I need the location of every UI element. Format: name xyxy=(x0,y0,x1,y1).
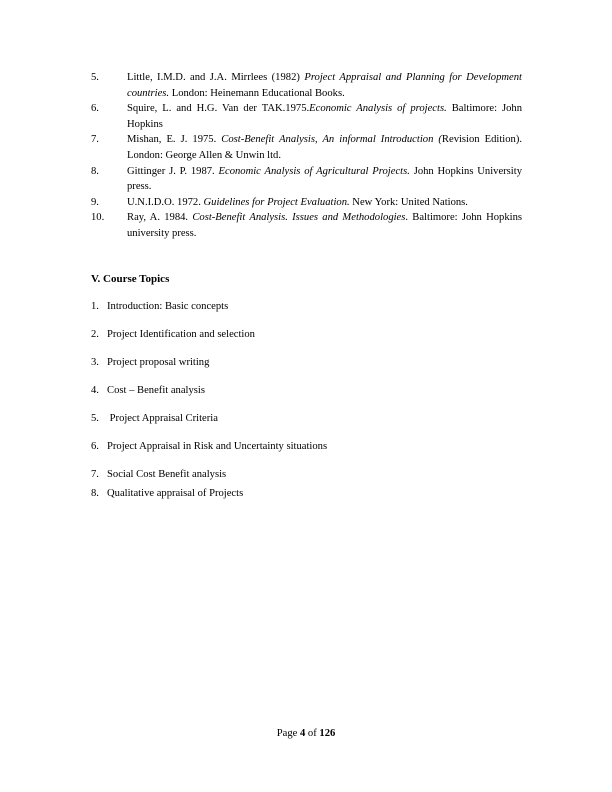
topic-number: 8. xyxy=(91,488,99,499)
topic-item xyxy=(91,413,218,424)
reference-number: 7. xyxy=(91,134,99,146)
topic-item xyxy=(91,441,327,452)
page-footer xyxy=(0,728,612,739)
reference-number: 9. xyxy=(91,196,99,208)
reference-number: 10. xyxy=(91,212,105,224)
page-of-label: of xyxy=(305,728,320,739)
total-page-count: 126 xyxy=(319,728,336,739)
topic-label: Project Identification and selection xyxy=(107,329,255,340)
reference-item xyxy=(91,101,522,132)
reference-item xyxy=(91,132,522,163)
reference-item xyxy=(91,195,522,211)
reference-text: Ray, A. 1984. Cost-Benefit Analysis. Issues and Methodologies. Baltimore: John Hopkins university press. xyxy=(127,212,523,239)
reference-text: Squire, L. and H.G. Van der TAK.1975.Economic Analysis of projects. Baltimore: John Hopkins xyxy=(127,103,522,130)
topic-item xyxy=(91,385,205,396)
topic-label: Project Appraisal in Risk and Uncertainty situations xyxy=(107,441,328,452)
reference-number: 5. xyxy=(91,72,99,83)
topic-item xyxy=(91,357,209,368)
reference-text: U.N.I.D.O. 1972. Guidelines for Project Evaluation. New York: United Nations. xyxy=(127,196,468,208)
reference-number: 8. xyxy=(91,165,99,177)
topic-number: 5. xyxy=(91,413,99,424)
topic-number: 1. xyxy=(91,301,99,312)
reference-item xyxy=(91,70,522,101)
topic-label: Qualitative appraisal of Projects xyxy=(107,488,244,499)
reference-text: Little, I.M.D. and J.A. Mirrlees (1982) Project Appraisal and Planning for Development countries. London: Heinemann Educational Books. xyxy=(127,72,522,99)
topic-number: 4. xyxy=(91,385,99,396)
topic-label: Introduction: Basic concepts xyxy=(107,301,229,312)
reference-text: Gittinger J. P. 1987. Economic Analysis of Agricultural Projects. John Hopkins University press. xyxy=(127,165,522,193)
topic-label: Project Appraisal Criteria xyxy=(107,413,218,424)
reference-item xyxy=(91,164,522,195)
topic-item xyxy=(91,469,226,480)
topic-label: Cost – Benefit analysis xyxy=(107,385,205,396)
topic-label: Social Cost Benefit analysis xyxy=(107,469,227,480)
current-page-number: 4 xyxy=(299,728,306,739)
topic-number: 7. xyxy=(91,469,99,480)
page-label: Page xyxy=(276,728,300,739)
reference-list xyxy=(91,70,522,242)
section-heading: V. Course Topics xyxy=(91,273,170,285)
topic-number: 3. xyxy=(91,357,99,368)
topic-number: 2. xyxy=(91,329,99,340)
topic-item xyxy=(91,329,255,340)
topic-item xyxy=(91,488,243,499)
reference-item xyxy=(91,210,522,241)
topic-item xyxy=(91,301,228,312)
topic-number: 6. xyxy=(91,441,99,452)
reference-text: Mishan, E. J. 1975. Cost-Benefit Analysis, An informal Introduction (Revision Edition). London: George Allen & Unwin ltd. xyxy=(127,134,522,161)
reference-number: 6. xyxy=(91,103,99,115)
topic-label: Project proposal writing xyxy=(107,357,210,368)
